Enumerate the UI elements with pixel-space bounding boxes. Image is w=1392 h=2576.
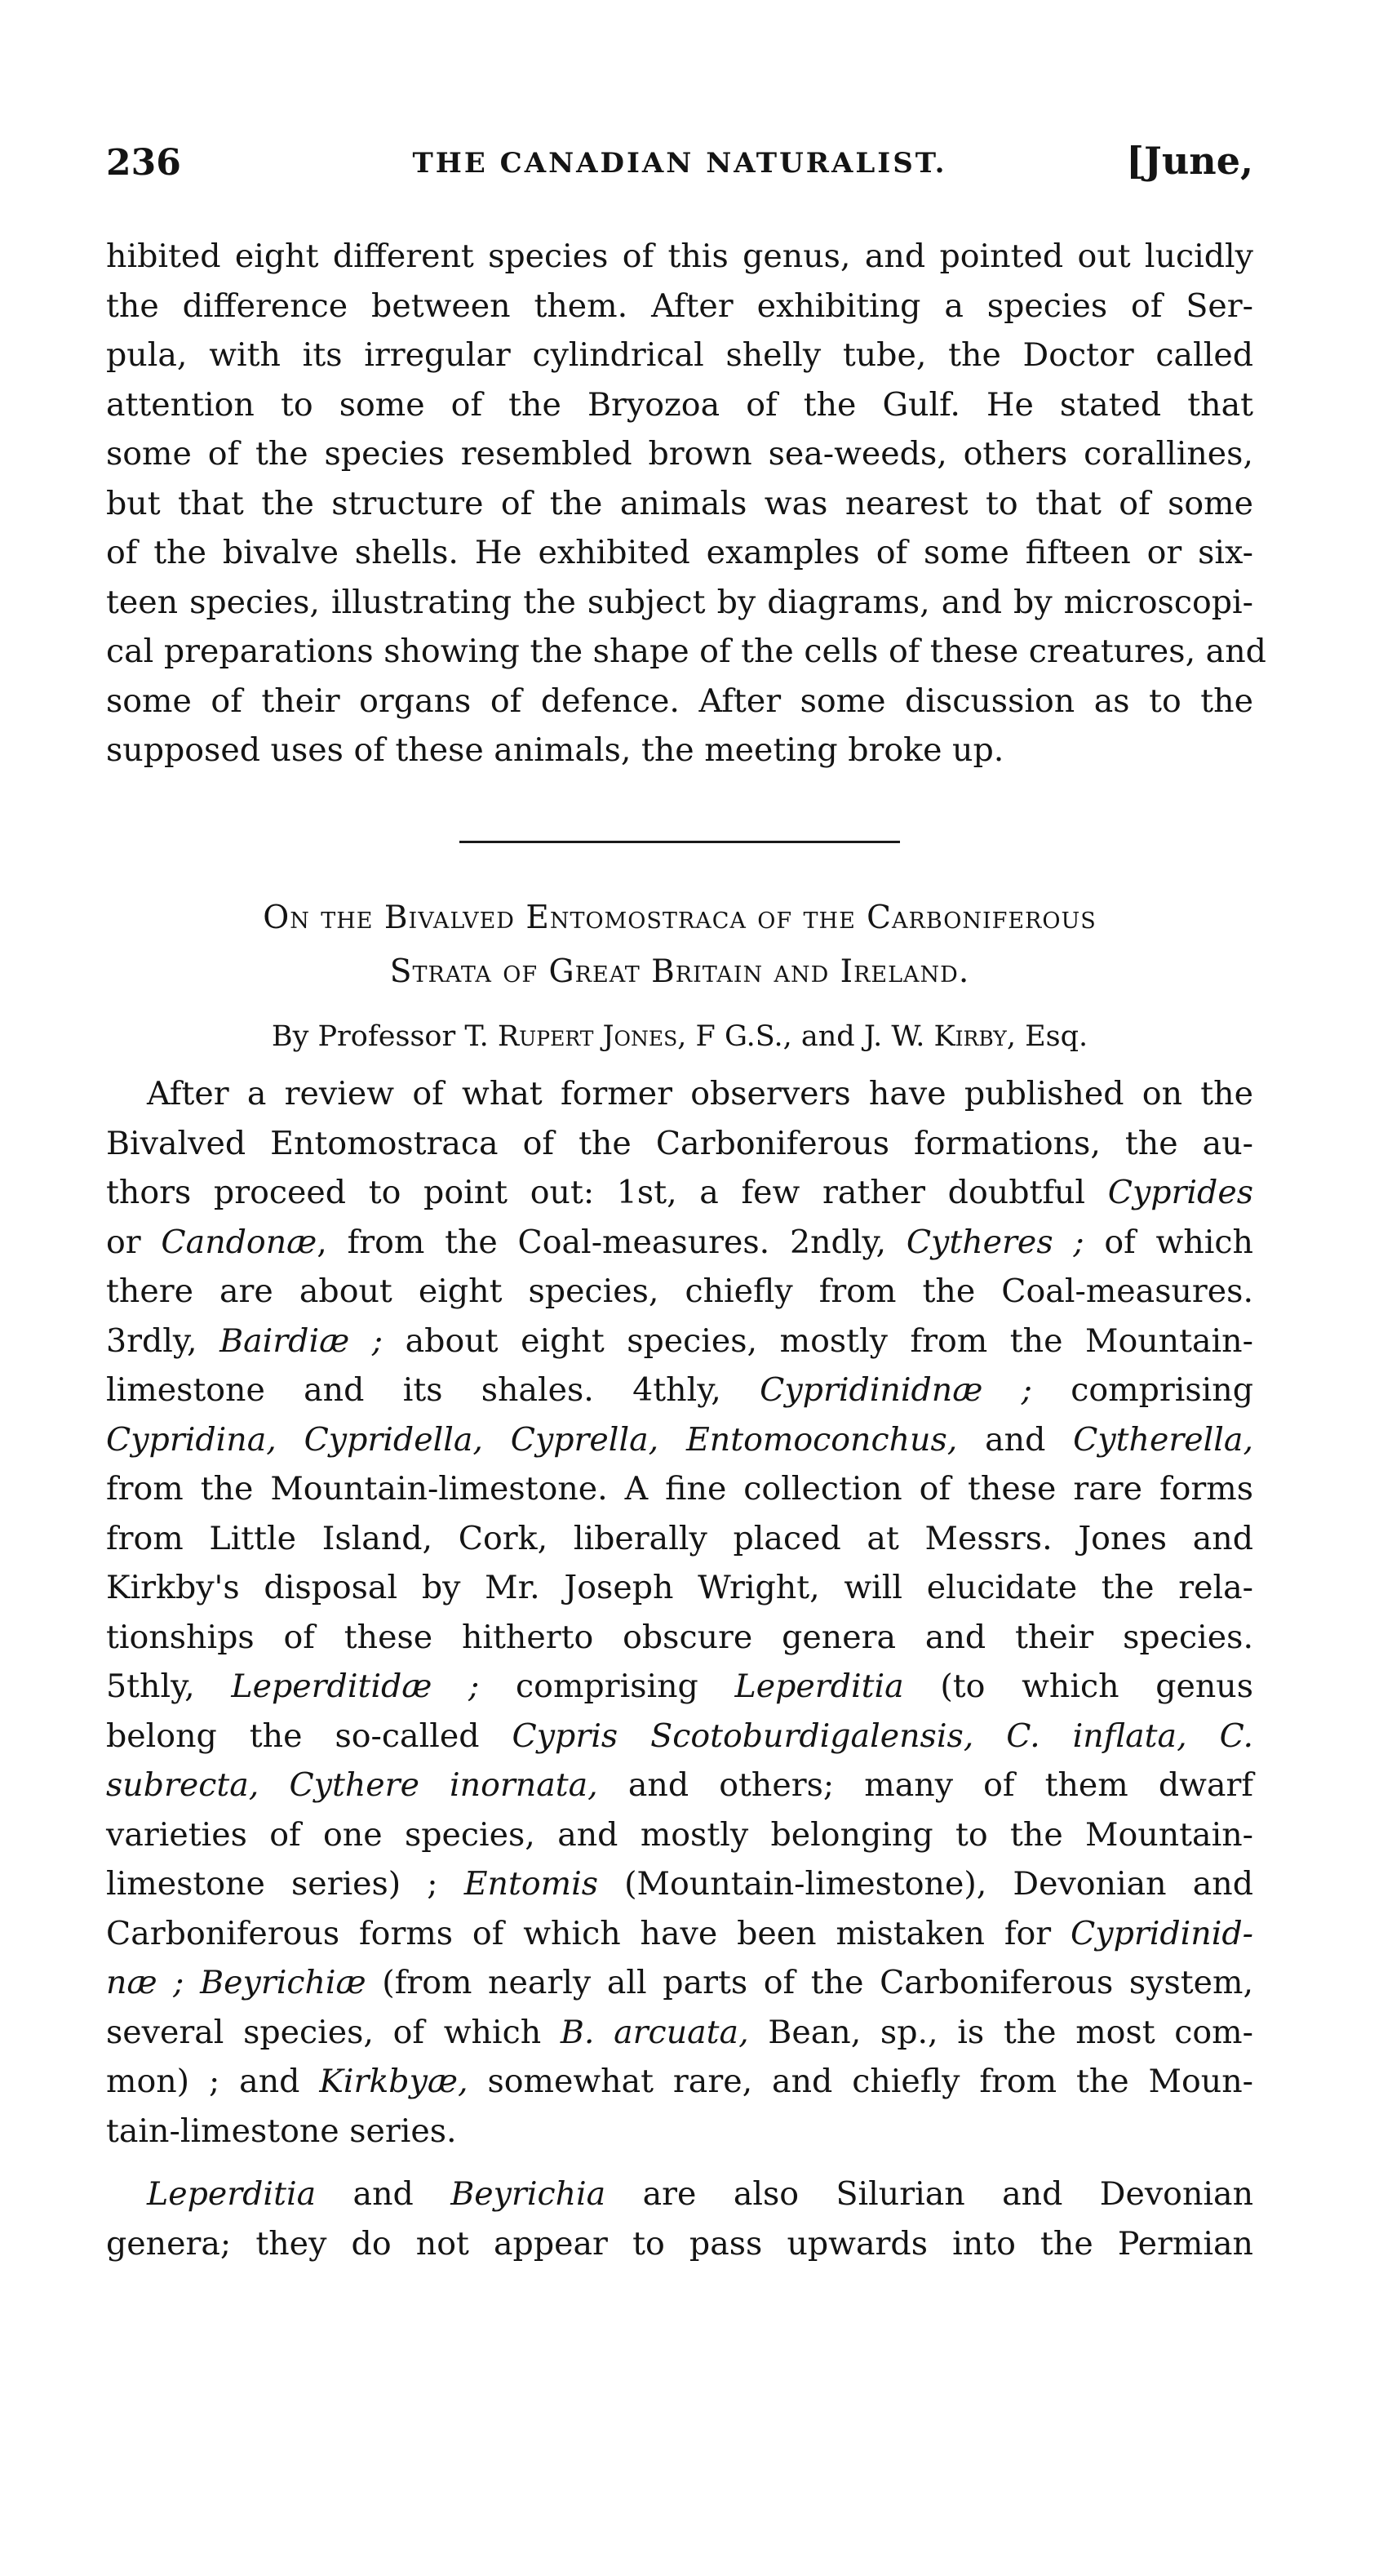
- text-line: [106, 1810, 1253, 1860]
- text-line: [106, 1761, 1253, 1810]
- text-line: [106, 1859, 1253, 1909]
- text-line: [106, 2057, 1253, 2107]
- text-run: , from the Coal-measures. 2ndly,: [317, 1223, 907, 1261]
- byline-mid: , F G.S., and J. W.: [677, 1020, 934, 1053]
- text-line: pula, with its irregular cylindrical shelly tube, the Doctor called: [106, 336, 1253, 374]
- paragraph-meeting-report: [106, 232, 1266, 775]
- text-run: and: [957, 1420, 1074, 1459]
- italic-taxon-text: Cyprides: [1107, 1174, 1253, 1211]
- italic-taxon-text: Leperditia: [147, 2175, 317, 2213]
- text-line: [106, 1514, 1253, 1564]
- italic-taxon-text: subrecta, Cythere inornata,: [106, 1766, 598, 1804]
- issue-month: [June,: [1126, 139, 1253, 183]
- text-run: After a review of what former observers have published on the: [147, 1075, 1253, 1113]
- text-line: [106, 1119, 1253, 1169]
- text-run: Carboniferous forms of which have been mistaken for: [106, 1914, 1071, 1952]
- text-line: cal preparations showing the shape of the cells of these creatures, and: [106, 633, 1266, 670]
- text-line: attention to some of the Bryozoa of the Gulf. He stated that: [106, 385, 1253, 424]
- text-run: about eight species, mostly from the Mountain-: [383, 1321, 1253, 1360]
- text-line: supposed uses of these animals, the meeting broke up.: [106, 731, 1004, 769]
- article-title-line-1: On the Bivalved Entomostraca of the Carboniferous: [263, 899, 1097, 936]
- text-run: comprising: [1031, 1371, 1253, 1409]
- text-line: [106, 2219, 1253, 2269]
- text-line: teen species, illustrating the subject by diagrams, and by microscopi-: [106, 583, 1253, 621]
- text-line: [106, 1168, 1253, 1218]
- italic-taxon-text: Cypridinid-: [1071, 1914, 1253, 1952]
- text-run: mon) ; and: [106, 2063, 320, 2100]
- text-run: (to which genus: [903, 1668, 1254, 1705]
- italic-taxon-text: Cytheres ;: [906, 1223, 1084, 1261]
- text-line: [106, 1218, 1253, 1268]
- text-run: belong the so-called: [106, 1717, 512, 1755]
- text-run: genera; they do not appear to pass upwards into the Permian: [106, 2224, 1253, 2263]
- text-line: [106, 2107, 1253, 2156]
- book-page: [106, 0, 1266, 2576]
- text-run: Bean, sp., is the most com-: [748, 2013, 1253, 2051]
- italic-taxon-text: næ ; Beyrichiæ: [106, 1964, 366, 2001]
- text-run: from the Mountain-limestone. A fine collection of these rare forms: [106, 1470, 1253, 1508]
- text-run: (Mountain-limestone), Devonian and: [598, 1865, 1253, 1903]
- text-line: [106, 1366, 1253, 1415]
- text-run: from Little Island, Cork, liberally placed at Messrs. Jones and: [106, 1519, 1253, 1557]
- text-run: 5thly,: [106, 1668, 232, 1705]
- text-line: [106, 2008, 1253, 2058]
- byline-suffix: , Esq.: [1006, 1020, 1088, 1053]
- text-line: [106, 1662, 1253, 1712]
- text-run: (from nearly all parts of the Carboniferous system,: [366, 1964, 1253, 2001]
- text-line: [106, 1317, 1253, 1366]
- article-byline: [106, 1020, 1253, 1053]
- text-line: [106, 1712, 1253, 1761]
- author-kirby: Kirby: [933, 1020, 1007, 1053]
- italic-taxon-text: Kirkbyæ,: [319, 2063, 468, 2100]
- italic-taxon-text: Bairdiæ ;: [219, 1321, 383, 1360]
- text-line: [106, 1613, 1253, 1663]
- text-run: tain-limestone series.: [106, 2112, 457, 2150]
- text-line: of the bivalve shells. He exhibited examples of some fifteen or six-: [106, 534, 1253, 571]
- italic-taxon-text: Leperditidæ ;: [231, 1668, 480, 1705]
- italic-taxon-text: Candonæ: [161, 1223, 317, 1261]
- text-run: 3rdly,: [106, 1321, 220, 1360]
- running-title: THE CANADIAN NATURALIST.: [412, 147, 947, 180]
- italic-taxon-text: Cypridinidnæ ;: [760, 1371, 1032, 1409]
- text-line: [106, 1415, 1253, 1465]
- text-run: and: [316, 2175, 451, 2213]
- article-title-line-2: Strata of Great Britain and Ireland.: [389, 953, 970, 990]
- text-run: thors proceed to point out: 1st, a few rather doubtful: [106, 1174, 1108, 1211]
- italic-taxon-text: Leperditia: [734, 1668, 904, 1705]
- paragraph-genera: [106, 2170, 1253, 2268]
- text-line: hibited eight different species of this genus, and pointed out lucidly: [106, 238, 1253, 275]
- italic-taxon-text: Cypridina, Cypridella, Cyprella, Entomoconchus,: [106, 1420, 958, 1459]
- italic-taxon-text: B. arcuata,: [560, 2013, 749, 2051]
- paragraph-review: [106, 1069, 1253, 2156]
- text-run: limestone and its shales. 4thly,: [106, 1371, 760, 1409]
- text-run: tionships of these hitherto obscure genera and their species.: [106, 1618, 1253, 1656]
- text-line: [106, 1464, 1253, 1514]
- text-run: somewhat rare, and chiefly from the Moun-: [468, 2063, 1253, 2100]
- author-jones: Rupert Jones: [497, 1020, 678, 1053]
- italic-taxon-text: Beyrichia: [450, 2175, 606, 2213]
- text-line: [106, 1909, 1253, 1959]
- italic-taxon-text: Cytherella,: [1073, 1420, 1253, 1459]
- text-run: are also Silurian and Devonian: [605, 2175, 1254, 2213]
- text-line: [106, 1958, 1253, 2008]
- text-line: the difference between them. After exhibiting a species of Ser-: [106, 286, 1253, 325]
- text-run: of which: [1084, 1223, 1253, 1261]
- text-line: [106, 1563, 1253, 1613]
- page-number: 236: [106, 142, 181, 184]
- text-line: but that the structure of the animals was nearest to that of some: [106, 484, 1253, 522]
- italic-taxon-text: Cypris Scotoburdigalensis, C. inflata, C.: [512, 1717, 1253, 1755]
- text-line: some of the species resembled brown sea-weeds, others corallines,: [106, 435, 1253, 473]
- text-run: there are about eight species, chiefly from the Coal-measures.: [106, 1272, 1253, 1310]
- text-line: [106, 1069, 1253, 1119]
- text-run: several species, of which: [106, 2013, 561, 2051]
- text-run: limestone series) ;: [106, 1865, 464, 1903]
- section-divider: [459, 841, 900, 843]
- text-run: Bivalved Entomostraca of the Carboniferous formations, the au-: [106, 1124, 1253, 1162]
- text-run: or: [106, 1223, 162, 1261]
- text-run: Kirkby's disposal by Mr. Joseph Wright, will elucidate the rela-: [106, 1569, 1253, 1606]
- text-line: some of their organs of defence. After some discussion as to the: [106, 682, 1253, 720]
- running-header: [106, 137, 1253, 196]
- text-line: [106, 2170, 1253, 2219]
- italic-taxon-text: Entomis: [463, 1865, 599, 1903]
- text-run: and others; many of them dwarf: [597, 1766, 1254, 1804]
- text-run: comprising: [479, 1668, 735, 1705]
- text-line: [106, 1267, 1253, 1317]
- text-run: varieties of one species, and mostly belonging to the Mountain-: [106, 1815, 1253, 1854]
- byline-prefix: By Professor T.: [271, 1020, 498, 1053]
